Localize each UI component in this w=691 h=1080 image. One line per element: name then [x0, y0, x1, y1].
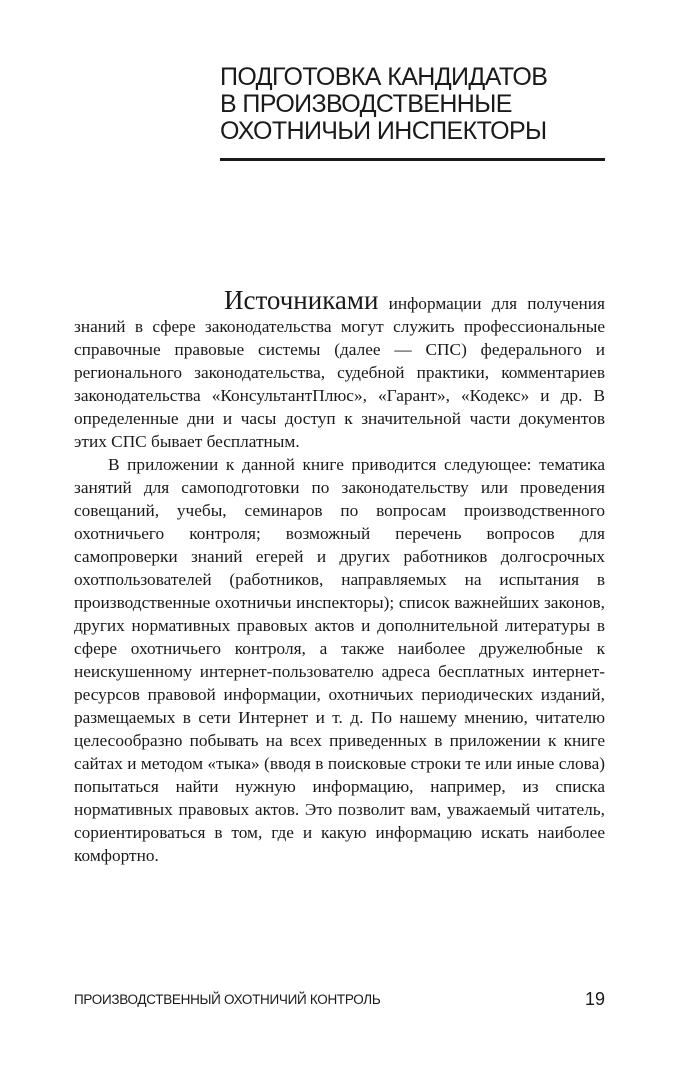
- page-footer: [74, 989, 605, 1016]
- chapter-title: [220, 64, 620, 145]
- chapter-title-line-1: ПОДГОТОВКА КАНДИДАТОВ: [220, 63, 548, 91]
- paragraph-2: В приложении к данной книге приводится следующее: тематика занятий для самоподготовки по законодательству или проведения совещаний, учебы, семинаров по вопросам производственного охотничьего контроля; возможный перечень вопросов для самопроверки знаний егерей и других работников долгосрочных охотпользователей (работников, направляемых на испытания в производственные охотничьи инспекторы); список важнейших законов, других нормативных правовых актов и дополнительной литературы в сфере охотничьего контроля, а также наиболее дружелюбные к неискушенному интернет-пользователю адреса бесплатных интернет-ресурсов правовой информации, охотничьих периодических изданий, размещаемых в сети Интернет и т. д. По нашему мнению, читателю целесообразно побывать на всех приведенных в приложении к книге сайтах и методом «тыка» (вводя в поисковые строки те или иные слова) попытаться найти нужную информацию, например, из списка нормативных правовых актов. Это позволит вам, уважаемый читатель, сориентироваться в том, где и какую информацию искать наиболее комфортно.: [74, 455, 605, 865]
- title-underline-rule: [220, 158, 605, 161]
- running-title: ПРОИЗВОДСТВЕННЫЙ ОХОТНИЧИЙ КОНТРОЛЬ: [74, 992, 381, 1007]
- paragraph-1: [74, 285, 605, 453]
- paragraph-1-text: информации для получения знаний в сфере законодательства могут служить профессиональные справочные правовые системы (далее — СПС) федерального и регионального законодательства, судебной практики, комментариев законодательства «КонсультантПлюс», «Гарант», «Кодекс» и др. В определенные дни и часы доступ к значительной части документов этих СПС бывает бесплатным.: [74, 294, 605, 451]
- chapter-title-line-2: В ПРОИЗВОДСТВЕННЫЕ: [220, 90, 512, 118]
- paragraph-1-lead-word: Источниками: [224, 285, 379, 315]
- chapter-title-line-3: ОХОТНИЧЬИ ИНСПЕКТОРЫ: [220, 117, 547, 145]
- page-number: 19: [584, 989, 605, 1009]
- body-text: [74, 285, 605, 867]
